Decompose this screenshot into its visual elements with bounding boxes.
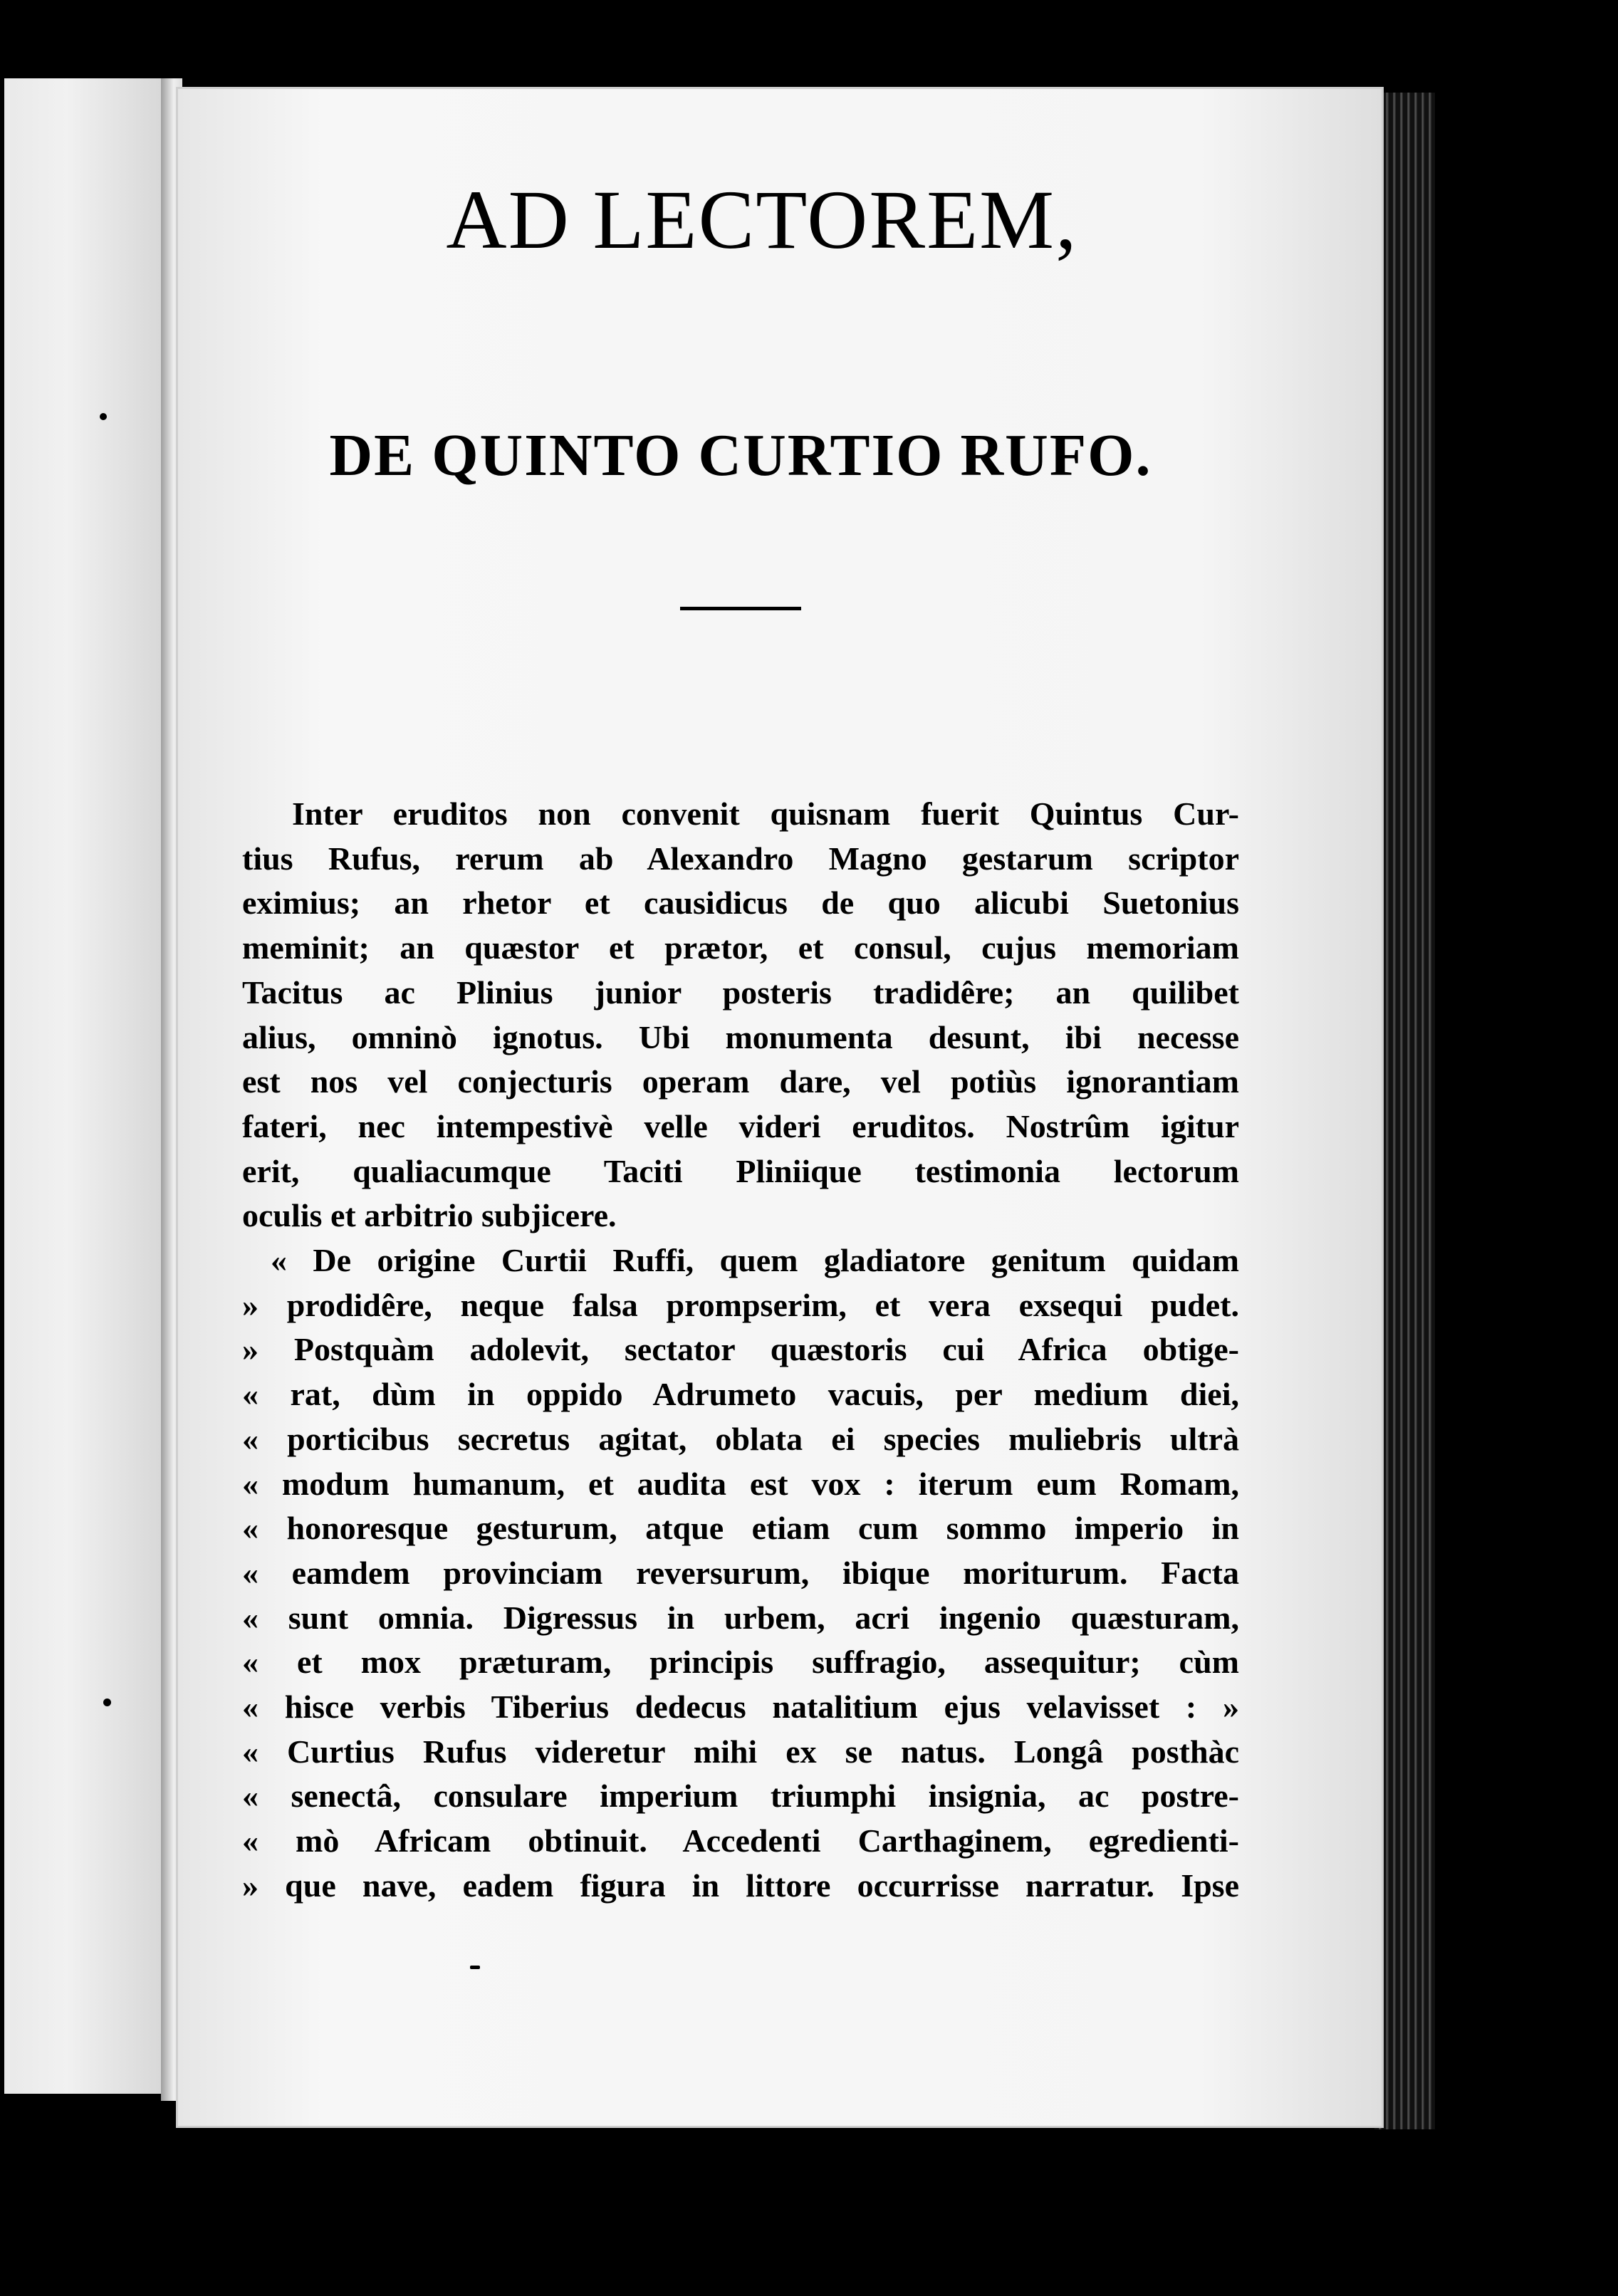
text-line: tius Rufus, rerum ab Alexandro Magno gestarum scriptor bbox=[242, 840, 1239, 877]
text-line: « hisce verbis Tiberius dedecus natalitium ejus velavisset : » bbox=[242, 1689, 1239, 1726]
body-text bbox=[242, 792, 1239, 1909]
text-line: « honoresque gesturum, atque etiam cum sommo imperio in bbox=[242, 1510, 1239, 1547]
text-line: fateri, nec intempestivè velle videri eruditos. Nostrûm igitur bbox=[242, 1107, 1239, 1144]
text-line: erit, qualiacumque Taciti Pliniique testimonia lectorum bbox=[242, 1152, 1239, 1189]
text-line: « mò Africam obtinuit. Accedenti Carthaginem, egredienti- bbox=[242, 1822, 1239, 1859]
text-line: « eamdem provinciam reversurum, ibique moriturum. Facta bbox=[242, 1554, 1239, 1591]
title-rule bbox=[680, 607, 801, 610]
book-page-edges bbox=[1374, 93, 1435, 2129]
text-line: « senectâ, consulare imperium triumphi insignia, ac postre- bbox=[242, 1778, 1239, 1815]
page-title: AD LECTOREM, bbox=[446, 173, 1078, 266]
text-line: eximius; an rhetor et causidicus de quo alicubi Suetonius bbox=[242, 885, 1239, 922]
text-line: » prodidêre, neque falsa prompserim, et vera exsequi pudet. bbox=[242, 1286, 1239, 1323]
paragraph-intro bbox=[242, 792, 1239, 1238]
text-line: « De origine Curtii Ruffi, quem gladiatore genitum quidam bbox=[271, 1242, 1239, 1279]
text-line: alius, omninò ignotus. Ubi monumenta desunt, ibi necesse bbox=[242, 1018, 1239, 1055]
text-line: « sunt omnia. Digressus in urbem, acri ingenio quæsturam, bbox=[242, 1599, 1239, 1636]
text-line: oculis et arbitrio subjicere. bbox=[242, 1197, 617, 1234]
text-line: Inter eruditos non convenit quisnam fuerit Quintus Cur- bbox=[292, 795, 1239, 832]
text-line: meminit; an quæstor et prætor, et consul, cujus memoriam bbox=[242, 929, 1239, 966]
paragraph-quote bbox=[242, 1238, 1239, 1909]
text-line: » Postquàm adolevit, sectator quæstoris cui Africa obtige- bbox=[242, 1331, 1239, 1368]
text-line: « porticibus secretus agitat, oblata ei species muliebris ultrà bbox=[242, 1420, 1239, 1457]
text-line: « et mox præturam, principis suffragio, assequitur; cùm bbox=[242, 1644, 1239, 1681]
page-content bbox=[242, 173, 1239, 1909]
ink-speck bbox=[103, 1698, 111, 1706]
text-line: Tacitus ac Plinius junior posteris tradidêre; an quilibet bbox=[242, 974, 1239, 1011]
text-line: est nos vel conjecturis operam dare, vel potiùs ignorantiam bbox=[242, 1063, 1239, 1100]
left-facing-page bbox=[4, 78, 164, 2094]
text-line: « modum humanum, et audita est vox : iterum eum Romam, bbox=[242, 1465, 1239, 1502]
text-line: » que nave, eadem figura in littore occurrisse narratur. Ipse bbox=[242, 1867, 1239, 1904]
text-line: « Curtius Rufus videretur mihi ex se natus. Longâ posthàc bbox=[242, 1733, 1239, 1770]
text-line: « rat, dùm in oppido Adrumeto vacuis, per medium diei, bbox=[242, 1376, 1239, 1413]
ink-speck bbox=[100, 413, 107, 420]
ink-speck bbox=[470, 1966, 480, 1969]
page-subtitle: DE QUINTO CURTIO RUFO. bbox=[329, 422, 1152, 489]
